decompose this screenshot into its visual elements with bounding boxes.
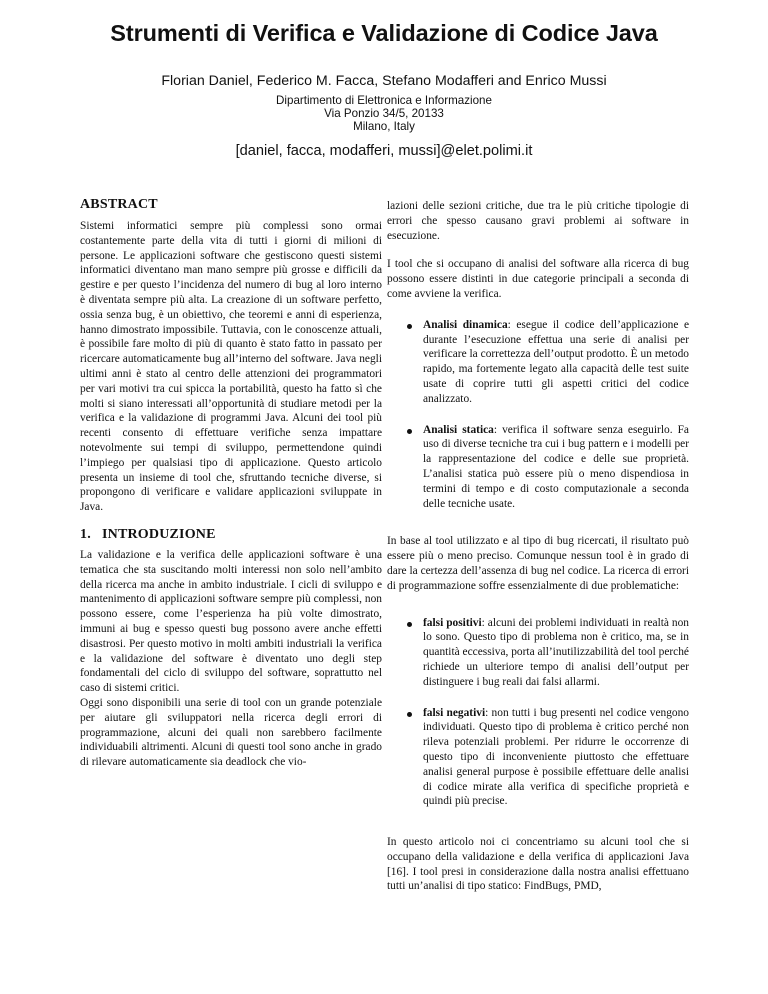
introduction-heading: 1. INTRODUZIONE — [80, 526, 216, 542]
affiliation-line: Dipartimento di Elettronica e Informazione — [276, 94, 492, 107]
list-item-text: : esegue il codice dell’applicazione e durante l’esecuzione effettua una serie di analisi per verificare la correttezza dell’output prodotto. È un metodo rapido, ma fortemente legato alla capacità delle test suite usate di coprire tutti gli aspetti critici del codice analizzato. — [423, 318, 689, 405]
right-column — [387, 199, 689, 894]
list-item-term: falsi negativi — [423, 706, 486, 719]
list-item-text: : non tutti i bug presenti nel codice vengono individuati. Questo tipo di problema è critico perché non rileva potenziali problemi. Per ridurre le occorrenze di questo tipo di inconveniente piuttosto che effettuare analisi general purpose è possibile effettuare delle analisi di codice mirate alla verifica di specifiche proprietà e quindi più precise. — [423, 706, 690, 808]
list-item — [407, 616, 689, 690]
body-paragraph: lazioni delle sezioni critiche, due tra le più critiche tipologie di errori che spesso causano gravi problemi ai software in esecuzione. — [387, 200, 689, 242]
paper-title: Strumenti di Verifica e Validazione di Codice Java — [110, 20, 658, 46]
abstract-text: Sistemi informatici sempre più complessi sono ormai costantemente parte della vita di tutti i giorni di milioni di persone. Le applicazioni software che gestiscono questi sistemi informatici diventano man mano sempre più grosse e difficili da gestire e per questo l’incidenza del numero di bug al loro interno è diventata sempre più alta. La creazione di un software perfetto, ossia senza bug, è un obiettivo, che teoremi e anni di esperienza, hanno dimostrato impossibile. Tuttavia, con le conoscenze attuali, è possibile fare molto di più di quanto è stato fatto in passato per ricercare automaticamente bug all’interno del software. Java negli ultimi anni è stato al centro delle attenzioni dei programmatori per vari motivi tra cui spicca la portabilità, questo ha fatto sì che molti si siano interessati all’opportunità di studiare metodi per la verifica e la validazione di programmi Java. Alcuni dei tool più recenti consento di effettuare verifiche senza impattare notevolmente sui tempi di sviluppo, permettendone quindi l’impiego per qualsiasi tipo di applicazione. Questo articolo presenta un insieme di tool che, sfruttando tecniche diverse, si propongono di verificare e validare applicazioni sviluppate in Java. — [80, 220, 382, 514]
abstract-heading: ABSTRACT — [80, 197, 158, 212]
introduction-paragraph: Oggi sono disponibili una serie di tool con un grande potenziale per aiutare gli sviluppatori nella ricerca degli errori di programmazione, alcuni dei quali non sarebbero facilmente individuabili altrimenti. Alcuni di questi tool sono anche in grado di rilevare automaticamente sia deadlock che vio- — [80, 696, 382, 769]
bullet-icon — [407, 622, 412, 627]
list-item-term: falsi positivi — [423, 616, 482, 629]
author-list: Florian Daniel, Federico M. Facca, Stefano Modafferi and Enrico Mussi — [161, 73, 607, 89]
introduction-paragraph: La validazione e la verifica delle applicazioni software è una tematica che sta suscitando molti interessi non solo nell’ambito della ricerca ma anche in ambito industriale. I cicli di sviluppo e mantenimento di applicazioni software sempre più complessi, non possono essere, come l’esperienza ha più volte dimostrato, immuni ai bug e spesso questi bug possono avere anche effetti disastrosi. Per questo motivo in molti ambiti industriali la verifica e la validazione del software è diventato uno degli step fondamentali del ciclo di sviluppo del software, soprattutto nel caso di sistemi critici. — [80, 548, 382, 695]
list-item — [407, 706, 689, 810]
author-emails: [daniel, facca, modafferi, mussi]@elet.polimi.it — [235, 143, 533, 159]
affiliation-line: Via Ponzio 34/5, 20133 — [324, 107, 444, 121]
list-item-text: : alcuni dei problemi individuati in realtà non lo sono. Questo tipo di problema non è critico, ma, se in quantità eccessiva, porta all’inutilizzabilità del tool perché richiede un ulteriore tempo di analisi dell’output per distinguere i bug reali dai falsi allarmi. — [423, 616, 689, 688]
affiliation-line: Milano, Italy — [353, 120, 415, 134]
affiliation — [0, 94, 768, 134]
list-item-term: Analisi statica — [423, 423, 494, 436]
analysis-types-list — [387, 318, 689, 512]
list-item — [407, 423, 689, 512]
list-item-term: Analisi dinamica — [423, 318, 508, 331]
bullet-icon — [407, 429, 412, 434]
bullet-icon — [407, 324, 412, 329]
problems-list — [387, 616, 689, 810]
bullet-icon — [407, 712, 412, 717]
body-paragraph: I tool che si occupano di analisi del software alla ricerca di bug possono essere distinti in due categorie principali a seconda di come avviene la verifica. — [387, 258, 689, 300]
list-item-text: : verifica il software senza eseguirlo. Fa uso di diverse tecniche tra cui i bug pattern e i modelli per la rappresentazione del codice e delle sue proprietà. L’analisi statica può essere più o meno dispendiosa in termini di tempo e di costo computazionale a seconda delle tecniche usate. — [423, 423, 689, 510]
left-column — [80, 197, 382, 770]
list-item — [407, 318, 689, 407]
body-paragraph: In base al tool utilizzato e al tipo di bug ricercati, il risultato può essere più o meno preciso. Comunque nessun tool è in grado di dare la certezza dell’assenza di bug nel codice. La ricerca di errori di programmazione soffre essenzialmente di due problematiche: — [387, 535, 689, 592]
body-paragraph: In questo articolo noi ci concentriamo su alcuni tool che si occupano della validazione e della verifica di applicazioni Java [16]. I tool presi in considerazione dalla nostra analisi effettuano tutti un’analisi di tipo statico: FindBugs, PMD, — [387, 836, 689, 893]
